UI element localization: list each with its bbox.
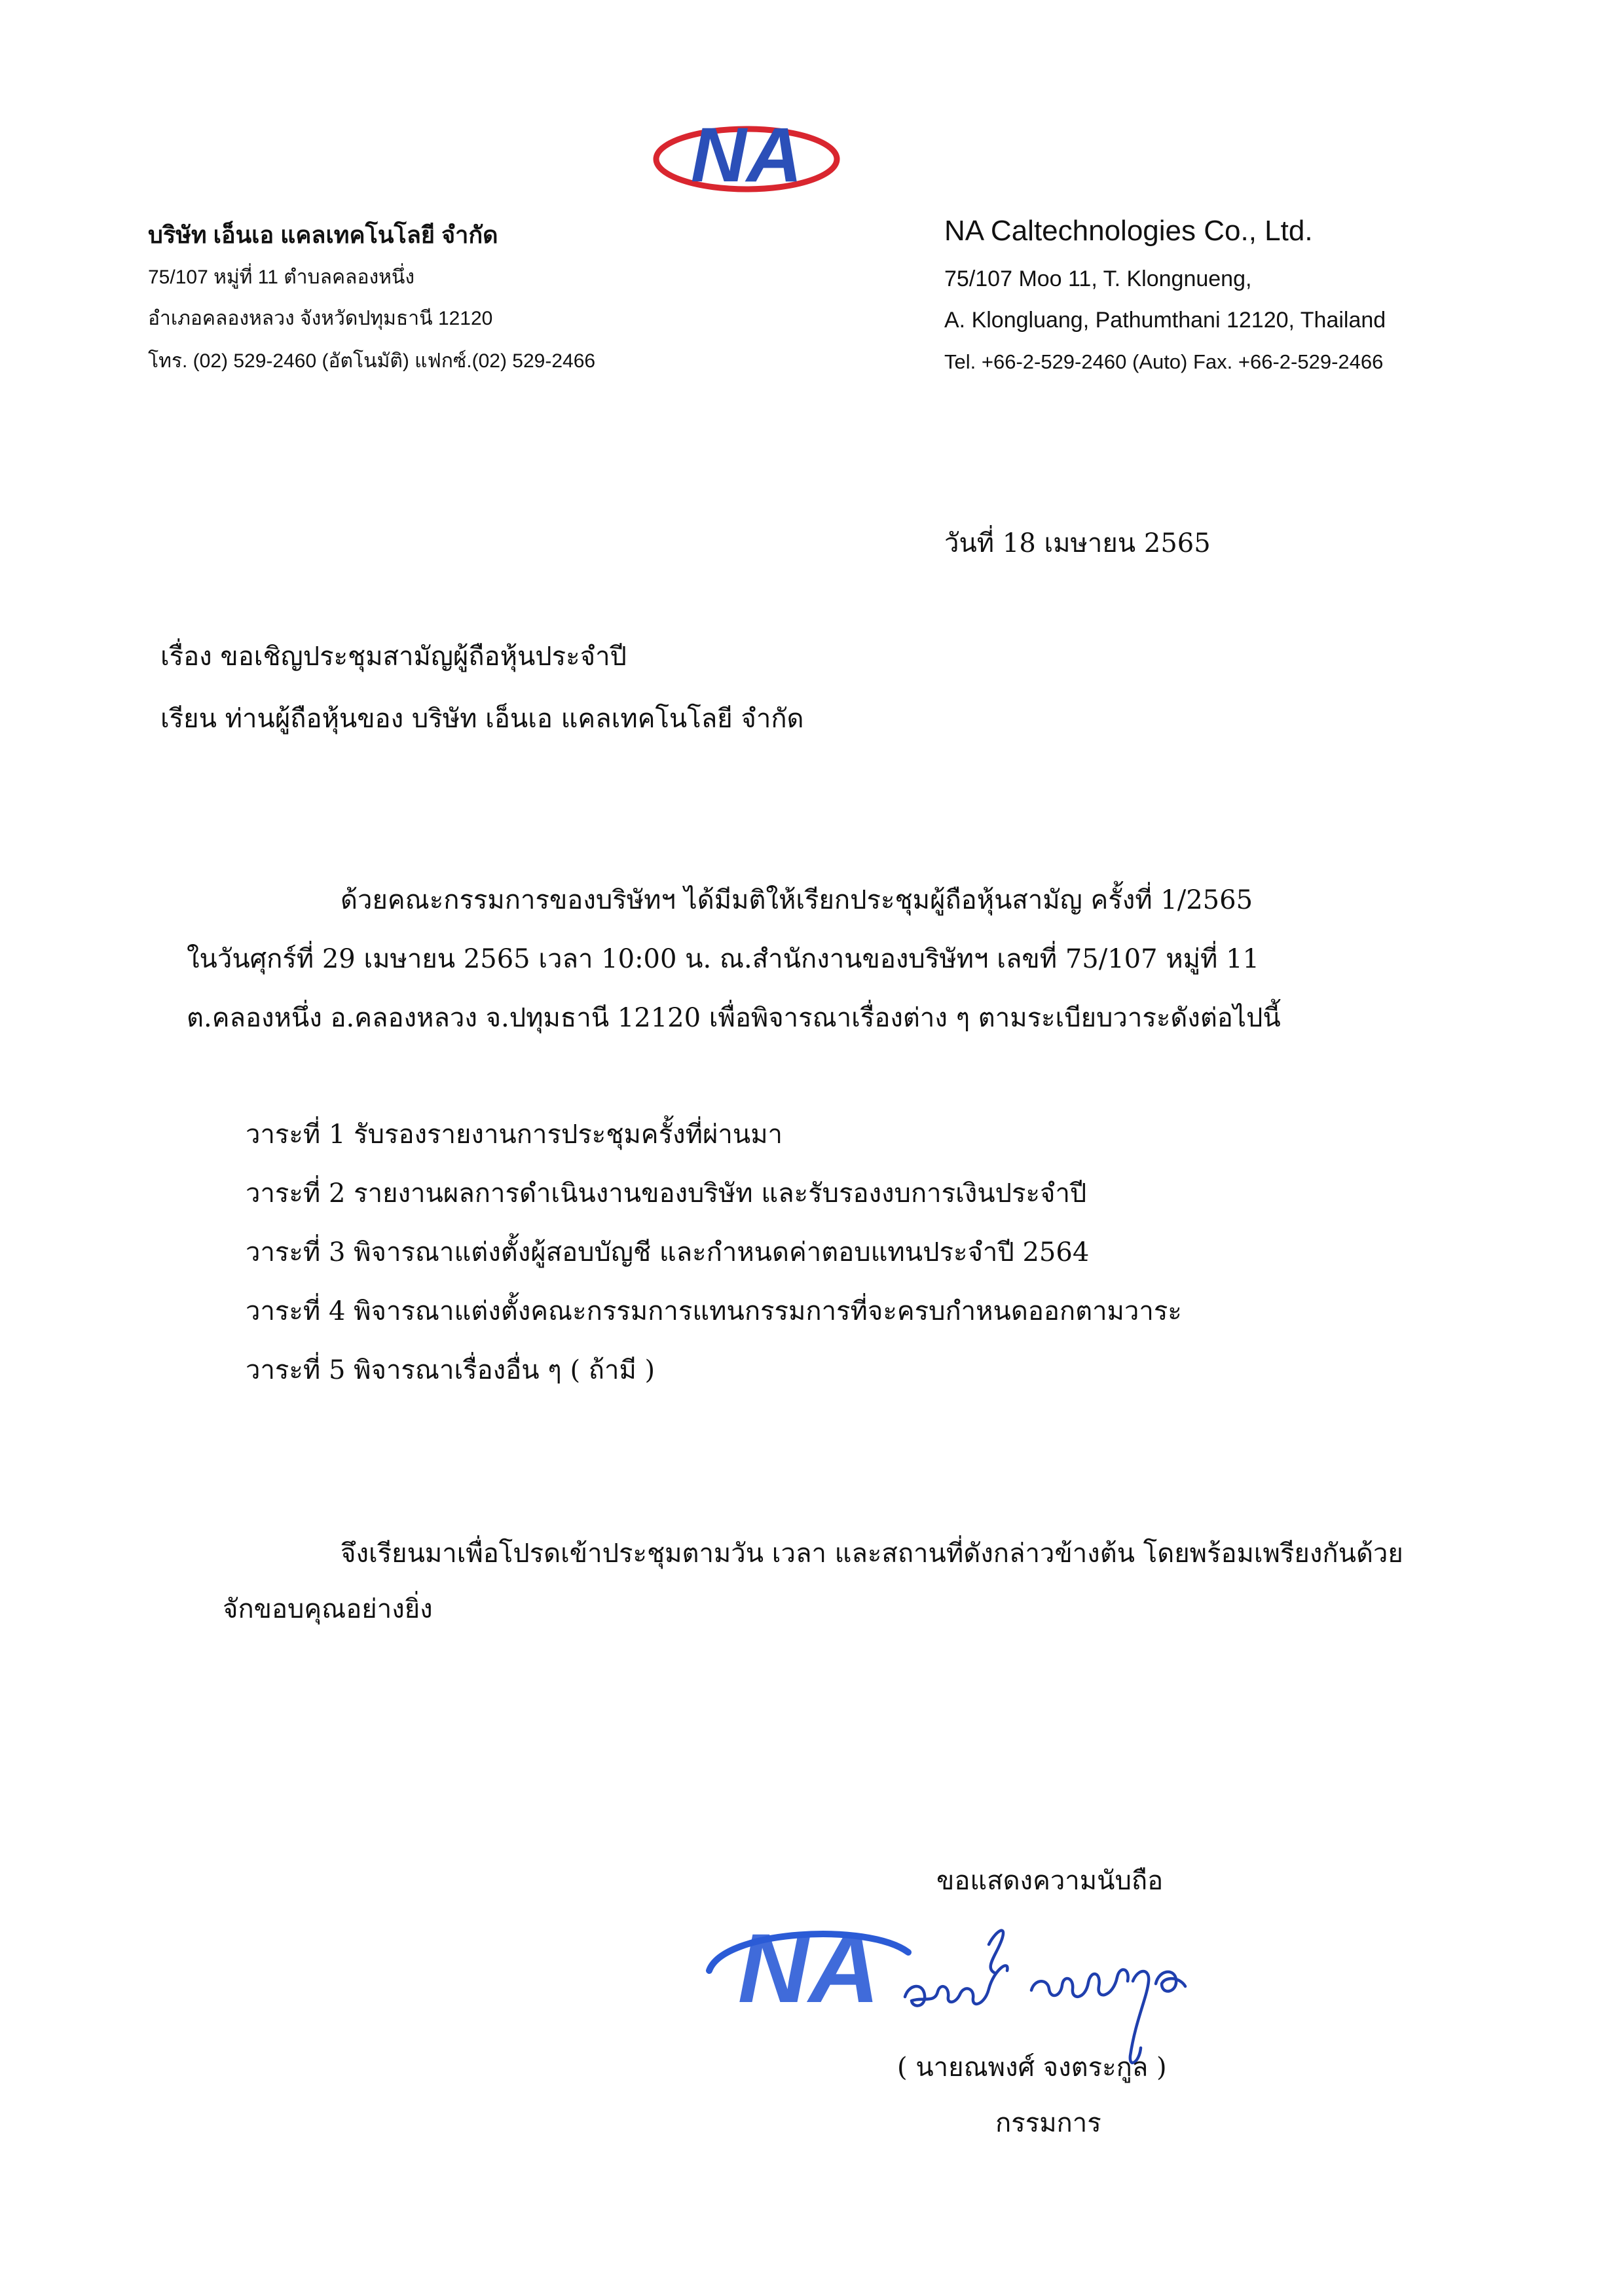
closing-line-2: จักขอบคุณอย่างยิ่ง — [223, 1594, 433, 1624]
company-logo — [652, 108, 841, 206]
phone-line-th: โทร. (02) 529-2460 (อัตโนมัติ) แฟกซ์.(02) 529-2466 — [148, 350, 596, 372]
company-name-en: NA Caltechnologies Co., Ltd. — [944, 215, 1313, 247]
address-line1-th: 75/107 หมู่ที่ 11 ตำบลคลองหนึ่ง — [148, 266, 415, 288]
body-line-3: ต.คลองหนึ่ง อ.คลองหลวง จ.ปทุมธานี 12120 เพื่อพิจารณาเรื่องต่าง ๆ ตามระเบียบวาระดังต่อไปนี้ — [187, 1003, 1281, 1033]
address-line2-th: อำเภอคลองหลวง จังหวัดปทุมธานี 12120 — [148, 308, 493, 329]
letter-recipient: เรียน ท่านผู้ถือหุ้นของ บริษัท เอ็นเอ แคลเทคโนโลยี จำกัด — [160, 704, 804, 734]
body-line-2: ในวันศุกร์ที่ 29 เมษายน 2565 เวลา 10:00 น. ณ.สำนักงานของบริษัทฯ เลขที่ 75/107 หมู่ที่ 11 — [187, 944, 1259, 974]
agenda-item-1: วาระที่ 1 รับรองรายงานการประชุมครั้งที่ผ่านมา — [246, 1120, 783, 1150]
letter-date: วันที่ 18 เมษายน 2565 — [944, 528, 1211, 558]
regards-text: ขอแสดงความนับถือ — [936, 1866, 1164, 1896]
letter-subject: เรื่อง ขอเชิญประชุมสามัญผู้ถือหุ้นประจำปี — [160, 642, 627, 672]
address-line2-en: A. Klongluang, Pathumthani 12120, Thailand — [944, 308, 1386, 333]
logo-text: NA — [690, 112, 803, 198]
company-name-th: บริษัท เอ็นเอ แคลเทคโนโลยี จำกัด — [148, 221, 498, 248]
agenda-item-5: วาระที่ 5 พิจารณาเรื่องอื่น ๆ ( ถ้ามี ) — [246, 1355, 655, 1385]
stamp-text: NA — [737, 1918, 880, 2016]
agenda-item-2: วาระที่ 2 รายงานผลการดำเนินงานของบริษัท และรับรองงบการเงินประจำปี — [246, 1178, 1087, 1209]
agenda-item-3: วาระที่ 3 พิจารณาแต่งตั้งผู้สอบบัญชี และกำหนดค่าตอบแทนประจำปี 2564 — [246, 1237, 1090, 1267]
address-line1-en: 75/107 Moo 11, T. Klongnueng, — [944, 266, 1252, 291]
closing-line-1: จึงเรียนมาเพื่อโปรดเข้าประชุมตามวัน เวลา และสถานที่ดังกล่าวข้างต้น โดยพร้อมเพรียงกันด้วย — [341, 1539, 1403, 1569]
body-line-1: ด้วยคณะกรรมการของบริษัทฯ ได้มีมติให้เรียกประชุมผู้ถือหุ้นสามัญ ครั้งที่ 1/2565 — [341, 885, 1253, 915]
signer-name: ( นายณพงศ์ จงตระกูล ) — [897, 2052, 1167, 2083]
company-stamp — [697, 1918, 920, 2016]
signer-title: กรรมการ — [995, 2108, 1101, 2138]
phone-line-en: Tel. +66-2-529-2460 (Auto) Fax. +66-2-529-2466 — [944, 350, 1384, 373]
agenda-item-4: วาระที่ 4 พิจารณาแต่งตั้งคณะกรรมการแทนกรรมการที่จะครบกำหนดออกตามวาระ — [246, 1296, 1182, 1326]
